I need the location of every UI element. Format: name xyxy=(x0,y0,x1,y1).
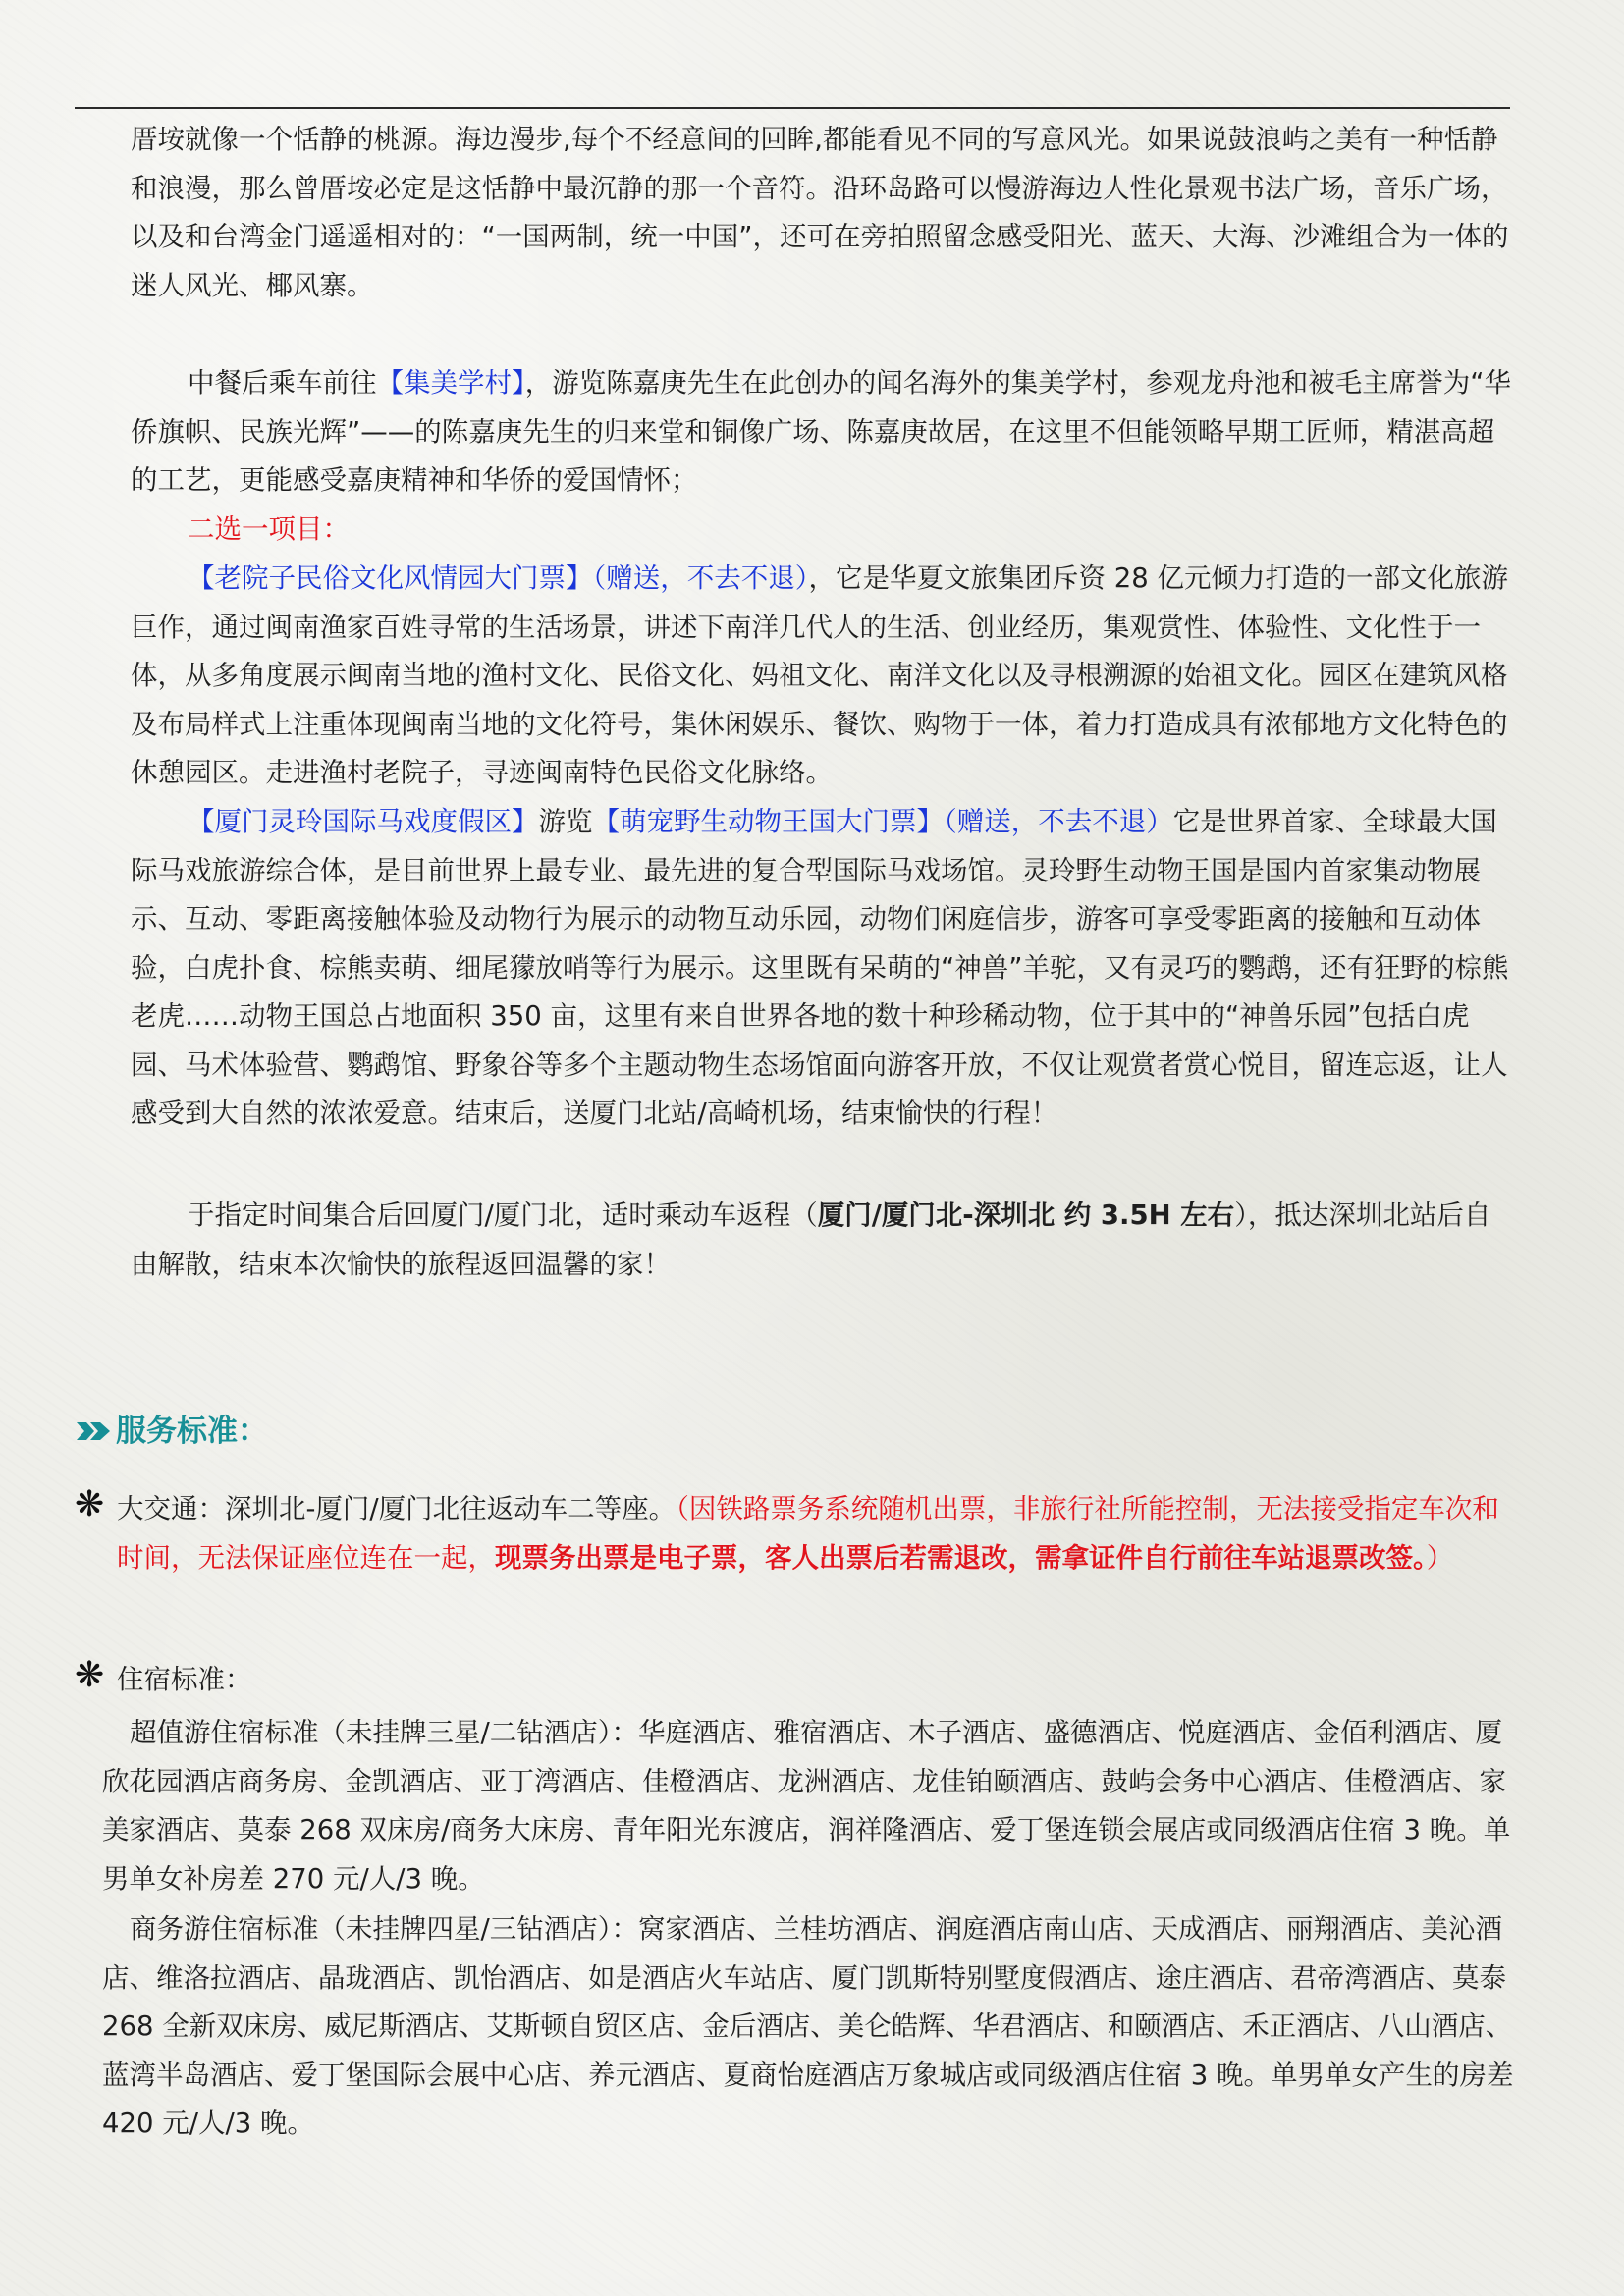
lodging-budget-text: 超值游住宿标准（未挂牌三星/二钻酒店）：华庭酒店、雅宿酒店、木子酒店、盛德酒店、悦庭酒店、金佰利酒店、厦欣花园酒店商务房、金凯酒店、亚丁湾酒店、佳橙酒店、龙洲酒店、龙佳铂颐酒店、鼓屿会务中心酒店、佳橙酒店、家美家酒店、莫泰 268 双床房/商务大床房、青年阳光东渡店，润祥隆酒店、爱丁堡连锁会展店或同级酒店住宿 3 晚。单男单女补房差 270 元/人/3 晚。 xyxy=(102,1717,1511,1895)
transport-item xyxy=(75,1484,1518,1582)
lingling-highlight: 【厦门灵玲国际马戏度假区】 xyxy=(188,806,539,837)
transport-notice: （因铁路票务系统随机出票，非旅行社所能控制，无法接受指定车次和时间，无法保证座位连在一起， xyxy=(117,1493,1499,1574)
paragraph-mid: 游览 xyxy=(538,806,593,837)
jimei-highlight: 【集美学村】 xyxy=(376,367,525,399)
double-arrow-icon xyxy=(75,1419,112,1443)
asterisk-bullet-icon: ❋ xyxy=(75,1484,105,1524)
choose-one-text: 二选一项目： xyxy=(188,513,350,545)
paragraph-rest: ），抵达深圳北站后自由解散，结束本次愉快的旅程返回温馨的家！ xyxy=(131,1200,1491,1280)
zoo-highlight: 【萌宠野生动物王国大门票】（赠送，不去不退） xyxy=(592,806,1173,837)
top-rule xyxy=(75,107,1510,109)
lodging-business-text: 商务游住宿标准（未挂牌四星/三钻酒店）：窝家酒店、兰桂坊酒店、润庭酒店南山店、天成酒店、丽翔酒店、美沁酒店、维洛拉酒店、晶珑酒店、凯怡酒店、如是酒店火车站店、厦门凯斯特别墅度假酒店、途庄酒店、君帝湾酒店、莫泰 268 全新双床房、威尼斯酒店、艾斯顿自贸区店、金后酒店、美仑皓辉、华君酒店、和颐酒店、禾正酒店、八山酒店、蓝湾半岛酒店、爱丁堡国际会展中心店、养元酒店、夏商怡庭酒店万象城店或同级酒店住宿 3 晚。单男单女产生的房差 420 元/人/3 晚。 xyxy=(102,1913,1514,2139)
paragraph-rest: ，游览陈嘉庚先生在此创办的闻名海外的集美学村，参观龙舟池和被毛主席誉为“华侨旗帜、民族光辉”——的陈嘉庚先生的归来堂和铜像广场、陈嘉庚故居，在这里不但能领略早期工匠师，精湛高超的工艺，更能感受嘉庚精神和华侨的爱国情怀； xyxy=(131,367,1511,496)
paragraph-lead: 中餐后乘车前往 xyxy=(188,367,377,399)
paragraph-lead: 于指定时间集合后回厦门/厦门北，适时乘动车返程（ xyxy=(188,1200,818,1231)
paragraph-jimei xyxy=(131,359,1515,506)
transport-lead: 大交通：深圳北-厦门/厦门北往返动车二等座。 xyxy=(117,1493,677,1524)
transport-notice-end: ） xyxy=(1426,1542,1454,1574)
heading-text: 服务标准： xyxy=(116,1414,268,1449)
lodging-item xyxy=(75,1655,1518,1704)
paragraph-old-courtyard xyxy=(131,555,1515,798)
paragraph-rest: ，它是华夏文旅集团斥资 28 亿元倾力打造的一部文化旅游巨作，通过闽南渔家百姓寻常的生活场景，讲述下南洋几代人的生活、创业经历，集观赏性、体验性、文化性于一体，从多角度展示闽南当地的渔村文化、民俗文化、妈祖文化、南洋文化以及寻根溯源的始祖文化。园区在建筑风格及布局样式上注重体现闽南当地的文化符号，集休闲娱乐、餐饮、购物于一体，着力打造成具有浓郁地方文化特色的休憩园区。走进渔村老院子，寻迹闽南特色民俗文化脉络。 xyxy=(131,562,1508,788)
old-courtyard-highlight: 【老院子民俗文化风情园大门票】（赠送，不去不退） xyxy=(188,562,809,594)
transport-notice-bold: 现票务出票是电子票，客人出票后若需退改，需拿证件自行前往车站退票改签。 xyxy=(495,1542,1427,1574)
paragraph-rest: 它是世界首家、全球最大国际马戏旅游综合体，是目前世界上最专业、最先进的复合型国际马戏场馆。灵玲野生动物王国是国内首家集动物展示、互动、零距离接触体验及动物行为展示的动物互动乐园，动物们闲庭信步，游客可享受零距离的接触和互动体验，白虎扑食、棕熊卖萌、细尾獴放哨等行为展示。这里既有呆萌的“神兽”羊驼，又有灵巧的鹦鹉，还有狂野的棕熊老虎……动物王国总占地面积 350 亩，这里有来自世界各地的数十种珍稀动物，位于其中的“神兽乐园”包括白虎园、马术体验营、鹦鹉馆、野象谷等多个主题动物生态场馆面向游客开放，不仅让观赏者赏心悦目，留连忘返，让人感受到大自然的浓浓爱意。结束后，送厦门北站/高崎机场，结束愉快的行程！ xyxy=(131,806,1509,1129)
lodging-business xyxy=(102,1905,1516,2149)
asterisk-bullet-icon: ❋ xyxy=(75,1655,105,1695)
lodging-title: 住宿标准： xyxy=(117,1664,252,1695)
lodging-budget xyxy=(102,1709,1516,1903)
return-train-info: 厦门/厦门北-深圳北 约 3.5H 左右 xyxy=(817,1200,1235,1231)
choose-one-label xyxy=(131,506,1515,555)
paragraph-lingling xyxy=(131,798,1515,1139)
paragraph-text: 厝垵就像一个恬静的桃源。海边漫步,每个不经意间的回眸,都能看见不同的写意风光。如果说鼓浪屿之美有一种恬静和浪漫，那么曾厝垵必定是这恬静中最沉静的那一个音符。沿环岛路可以慢游海边人性化景观书法广场，音乐广场，以及和台湾金门遥遥相对的：“一国两制，统一中国”，还可在旁拍照留念感受阳光、蓝天、大海、沙滩组合为一体的迷人风光、椰风寨。 xyxy=(131,124,1509,301)
paragraph-zengcuoan xyxy=(131,116,1515,310)
service-standard-heading xyxy=(75,1410,268,1453)
paragraph-return xyxy=(131,1192,1515,1289)
